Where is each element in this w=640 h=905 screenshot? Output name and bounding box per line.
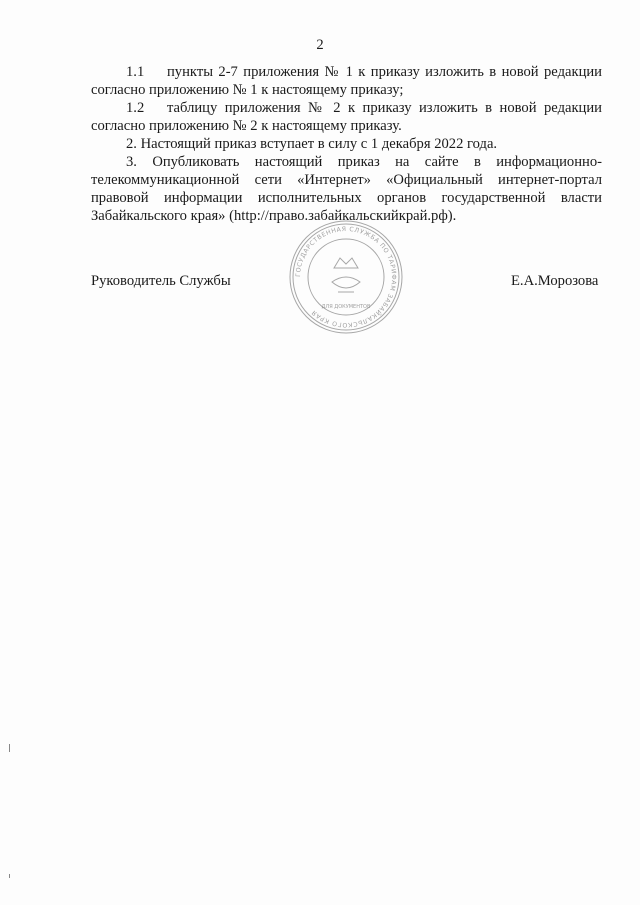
page-number: 2 <box>316 37 324 53</box>
signature-position: Руководитель Службы <box>91 273 231 289</box>
scan-mark <box>9 744 10 752</box>
item-text-line: таблицу приложения № 2 к приказу изложить в новой редакции <box>167 100 602 116</box>
item-text-line: согласно приложению № 2 к настоящему приказу. <box>91 118 402 134</box>
stamp-outer-text: ГОСУДАРСТВЕННАЯ СЛУЖБА ПО ТАРИФАМ ЗАБАЙКАЛЬСКОГО КРАЯ <box>294 225 398 329</box>
official-stamp <box>256 218 436 336</box>
stamp-inner-text: ДЛЯ ДОКУМЕНТОВ <box>321 304 371 310</box>
paragraph-2: 2. Настоящий приказ вступает в силу с 1 декабря 2022 года. <box>126 136 498 152</box>
paragraph-3-line: 3. Опубликовать настоящий приказ на сайте в информационно- <box>126 154 602 170</box>
paragraph-3-line: телекоммуникационной сети «Интернет» «Официальный интернет-портал <box>91 172 602 188</box>
paragraph-3-line: Забайкальского края» (http://право.забайкальскийкрай.рф). <box>91 208 457 224</box>
item-number: 1.2 <box>126 100 145 116</box>
item-text-line: пункты 2-7 приложения № 1 к приказу изложить в новой редакции <box>167 64 602 80</box>
item-number: 1.1 <box>126 64 145 80</box>
signature-name: Е.А.Морозова <box>511 273 599 289</box>
scan-mark <box>9 874 10 878</box>
paragraph-3-line: правовой информации исполнительных органов государственной власти <box>91 190 602 206</box>
item-text-line: согласно приложению № 1 к настоящему приказу; <box>91 82 404 98</box>
